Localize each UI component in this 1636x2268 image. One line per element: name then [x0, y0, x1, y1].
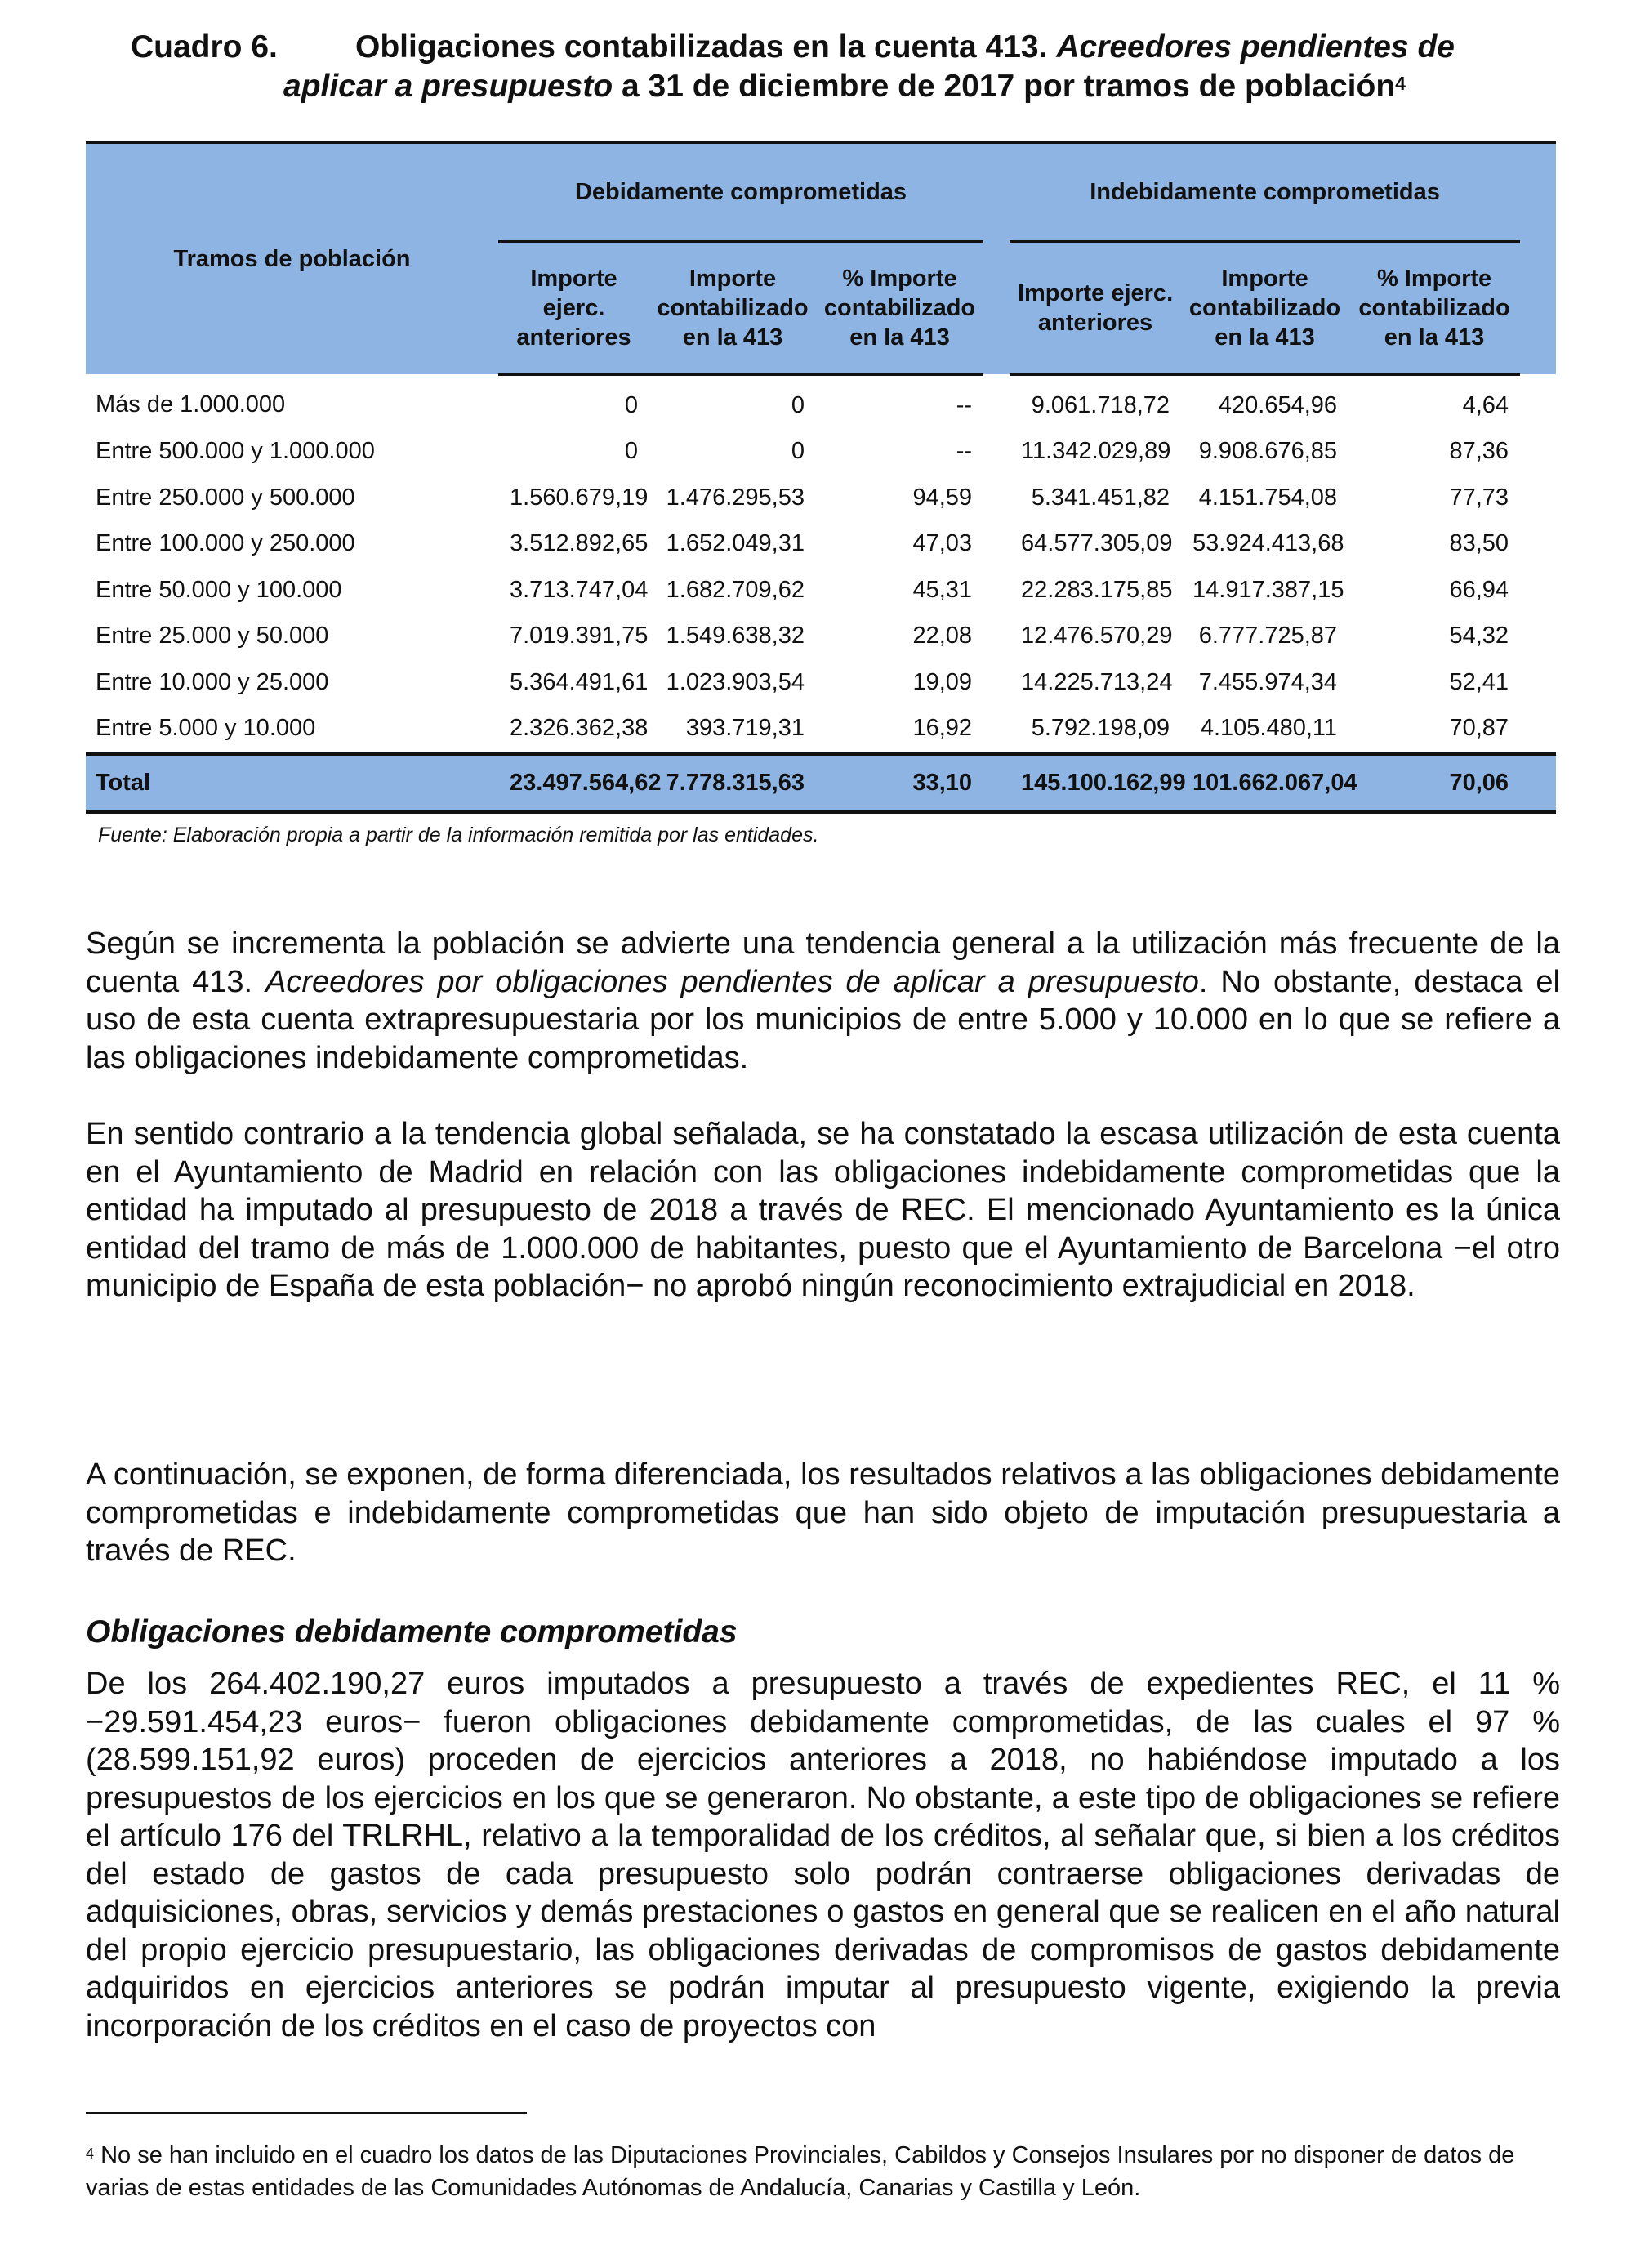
value-cell: 64.577.305,09 — [1021, 530, 1173, 557]
header-col-4: Importe ejerc. anteriores — [1010, 242, 1181, 374]
value-cell: 83,50 — [1449, 530, 1509, 557]
footnote — [86, 2139, 1560, 2204]
spacer-cell — [1520, 754, 1556, 812]
spacer-cell — [983, 374, 1010, 429]
spacer-cell — [1520, 706, 1556, 754]
p1-text-italic: Acreedores por obligaciones pendientes de aplicar a presupuesto — [265, 964, 1199, 999]
table-row — [86, 659, 1556, 706]
value-cell: 47,03 — [912, 530, 973, 557]
row-label-cell: Más de 1.000.000 — [96, 391, 286, 417]
p1-text-c: . No obstante, destaca el uso de esta cuenta extrapresupuestaria por los municipios de entre 5.000 y 10.000 en lo que se refiere a las obligaciones indebidamente comprometidas. — [86, 964, 1560, 1075]
spacer-cell — [983, 659, 1010, 706]
caption-text: Obligaciones contabilizadas en la cuenta 413. — [355, 29, 1057, 65]
value-cell: 4.151.754,08 — [1198, 484, 1338, 511]
table-row — [86, 706, 1556, 754]
value-cell: 14.917.387,15 — [1192, 576, 1344, 603]
header-row-groups — [86, 142, 1556, 242]
table-source: Fuente: Elaboración propia a partir de la información remitida por las entidades. — [98, 824, 819, 846]
footnote-rule — [86, 2112, 527, 2114]
header-debidamente: Debidamente comprometidas — [498, 142, 983, 242]
table-row — [86, 567, 1556, 614]
paragraph-3: A continuación, se exponen, de forma diferenciada, los resultados relativos a las obligaciones debidamente comprometidas e indebidamente comprometidas que han sido objeto de imputación presupuestaria a través de REC. — [86, 1458, 1560, 1568]
value-cell: 1.682.709,62 — [666, 576, 805, 603]
value-cell: 1.560.679,19 — [510, 484, 649, 511]
row-label-cell: Entre 10.000 y 25.000 — [96, 668, 329, 695]
data-table-wrapper — [86, 141, 1556, 814]
caption-line-2 — [131, 67, 1536, 106]
spacer-cell — [983, 429, 1010, 475]
caption-italic-1: Acreedores pendientes de — [1056, 29, 1455, 65]
spacer-cell — [983, 614, 1010, 660]
value-cell: 54,32 — [1449, 623, 1509, 650]
header-tramos: Tramos de población — [86, 142, 498, 374]
value-cell: 53.924.413,68 — [1192, 530, 1344, 557]
header-col-3: % Importe contabilizado en la 413 — [816, 242, 983, 374]
value-cell: 22,08 — [912, 623, 973, 650]
spacer-cell — [1520, 521, 1556, 568]
section-heading: Obligaciones debidamente comprometidas — [86, 1614, 738, 1650]
table-row — [86, 521, 1556, 568]
value-cell: 1.549.638,32 — [666, 623, 805, 650]
header-col-5: Importe contabilizado en la 413 — [1181, 242, 1348, 374]
data-table — [86, 141, 1556, 814]
value-cell: 0 — [791, 438, 805, 465]
value-cell: 6.777.725,87 — [1198, 623, 1338, 650]
value-cell: 7.019.391,75 — [510, 623, 649, 650]
value-cell: 22.283.175,85 — [1021, 576, 1173, 603]
value-cell: 70,06 — [1348, 754, 1520, 812]
spacer-cell — [1520, 475, 1556, 521]
value-cell: 1.023.903,54 — [666, 668, 805, 695]
spacer-cell — [983, 567, 1010, 614]
paragraph-2: En sentido contrario a la tendencia global señalada, se ha constatado la escasa utilización de esta cuenta en el Ayuntamiento de Madrid en relación con las obligaciones indebidamente comprometidas que la entidad ha imputado al presupuesto de 2018 a través de REC. El mencionado Ayuntamiento es la única entidad del tramo de más de 1.000.000 de habitantes, puesto que el Ayuntamiento de Barcelona −el otro municipio de España de esta población− no aprobó ningún reconocimiento extrajudicial en 2018. — [86, 1117, 1560, 1303]
table-caption — [131, 28, 1536, 106]
footnote-text: No se han incluido en el cuadro los datos de las Diputaciones Provinciales, Cabildos y Consejos Insulares por no disponer de datos de varias de estas entidades de las Comunidades Autónomas de Andalucía, Canarias y Castilla y León. — [86, 2142, 1515, 2201]
footnote-number: 4 — [86, 2145, 95, 2162]
value-cell: 1.476.295,53 — [666, 484, 805, 511]
value-cell: 14.225.713,24 — [1021, 668, 1173, 695]
value-cell: 9.908.676,85 — [1198, 438, 1338, 465]
p1-text-a: Según se incrementa la población se advierte una tendencia general a la utilización más frecuente de la cuenta 413. — [86, 926, 1560, 999]
spacer-cell — [983, 754, 1010, 812]
caption-italic-2: aplicar a presupuesto — [283, 69, 613, 104]
spacer-cell — [1520, 567, 1556, 614]
value-cell: 94,59 — [912, 484, 973, 511]
spacer-cell — [983, 521, 1010, 568]
table-row — [86, 475, 1556, 521]
spacer-cell — [983, 706, 1010, 754]
caption-text-2: a 31 de diciembre de 2017 por tramos de población — [613, 69, 1396, 104]
value-cell: 45,31 — [912, 576, 973, 603]
value-cell: 12.476.570,29 — [1021, 623, 1173, 650]
value-cell: 1.652.049,31 — [666, 530, 805, 557]
value-cell: 9.061.718,72 — [1031, 391, 1170, 418]
value-cell: 77,73 — [1449, 484, 1509, 511]
table-body — [86, 374, 1556, 812]
table-total-row — [86, 754, 1556, 812]
spacer-cell — [1520, 614, 1556, 660]
spacer-cell — [983, 475, 1010, 521]
header-gap-right — [1520, 142, 1556, 374]
value-cell: 2.326.362,38 — [510, 715, 649, 742]
caption-line-1 — [131, 28, 1536, 67]
value-cell: 87,36 — [1449, 438, 1509, 465]
value-cell: 7.455.974,34 — [1198, 668, 1338, 695]
row-label-cell: Total — [86, 754, 498, 812]
table-row — [86, 374, 1556, 429]
value-cell: 101.662.067,04 — [1181, 754, 1348, 812]
value-cell: 3.713.747,04 — [510, 576, 649, 603]
value-cell: 420.654,96 — [1218, 391, 1338, 418]
value-cell: 5.792.198,09 — [1031, 715, 1170, 742]
value-cell: 16,92 — [912, 715, 973, 742]
header-col-6: % Importe contabilizado en la 413 — [1348, 242, 1520, 374]
value-cell: 393.719,31 — [685, 715, 805, 742]
header-indebidamente: Indebidamente comprometidas — [1010, 142, 1520, 242]
header-col-2: Importe contabilizado en la 413 — [649, 242, 816, 374]
paragraph-4: De los 264.402.190,27 euros imputados a presupuesto a través de expedientes REC, el 11 % −29.591.454,23 euros− fueron obligaciones debidamente comprometidas, de las cuales el 97 % (28.599.151,92 euros) proceden de ejercicios anteriores a 2018, no habiéndose imputado a los presupuestos de los ejercicios en los que se generaron. No obstante, a este tipo de obligaciones se refiere el artículo 176 del TRLRHL, relativo a la temporalidad de los créditos, al señalar que, si bien a los créditos del estado de gastos de cada presupuesto solo podrán contraerse obligaciones derivadas de adquisiciones, obras, servicios y demás prestaciones o gastos en general que se realicen en el año natural del propio ejercicio presupuestario, las obligaciones derivadas de compromisos de gastos debidamente adquiridos en ejercicios anteriores se podrán imputar al presupuesto vigente, exigiendo la previa incorporación de los créditos en el caso de proyectos con — [86, 1667, 1560, 2043]
table-row — [86, 614, 1556, 660]
row-label-cell: Entre 500.000 y 1.000.000 — [96, 438, 375, 465]
value-cell: 0 — [624, 391, 638, 418]
caption-label: Cuadro 6. — [131, 29, 278, 65]
value-cell: -- — [956, 391, 973, 418]
value-cell: -- — [956, 438, 973, 465]
paragraph-1 — [86, 925, 1560, 1077]
value-cell: 3.512.892,65 — [510, 530, 649, 557]
value-cell: 23.497.564,62 — [498, 754, 649, 812]
row-label-cell: Entre 25.000 y 50.000 — [96, 623, 329, 650]
value-cell: 5.341.451,82 — [1031, 484, 1170, 511]
value-cell: 145.100.162,99 — [1010, 754, 1181, 812]
spacer-cell — [1520, 429, 1556, 475]
spacer-cell — [1520, 374, 1556, 429]
value-cell: 0 — [791, 391, 805, 418]
value-cell: 4,64 — [1462, 391, 1509, 418]
value-cell: 19,09 — [912, 668, 973, 695]
header-gap — [983, 142, 1010, 374]
value-cell: 11.342.029,89 — [1021, 438, 1171, 465]
value-cell: 52,41 — [1449, 668, 1509, 695]
table-row — [86, 429, 1556, 475]
value-cell: 33,10 — [816, 754, 983, 812]
value-cell: 66,94 — [1449, 576, 1509, 603]
value-cell: 4.105.480,11 — [1200, 715, 1338, 742]
value-cell: 70,87 — [1449, 715, 1509, 742]
row-label-cell: Entre 250.000 y 500.000 — [96, 484, 355, 511]
value-cell: 0 — [624, 438, 638, 465]
value-cell: 5.364.491,61 — [510, 668, 649, 695]
spacer-cell — [1520, 659, 1556, 706]
header-col-1: Importe ejerc. anteriores — [498, 242, 649, 374]
row-label-cell: Entre 100.000 y 250.000 — [96, 530, 355, 557]
row-label-cell: Entre 5.000 y 10.000 — [96, 715, 316, 742]
row-label-cell: Entre 50.000 y 100.000 — [96, 576, 342, 603]
caption-footnote-ref: 4 — [1395, 73, 1406, 94]
value-cell: 7.778.315,63 — [649, 754, 816, 812]
